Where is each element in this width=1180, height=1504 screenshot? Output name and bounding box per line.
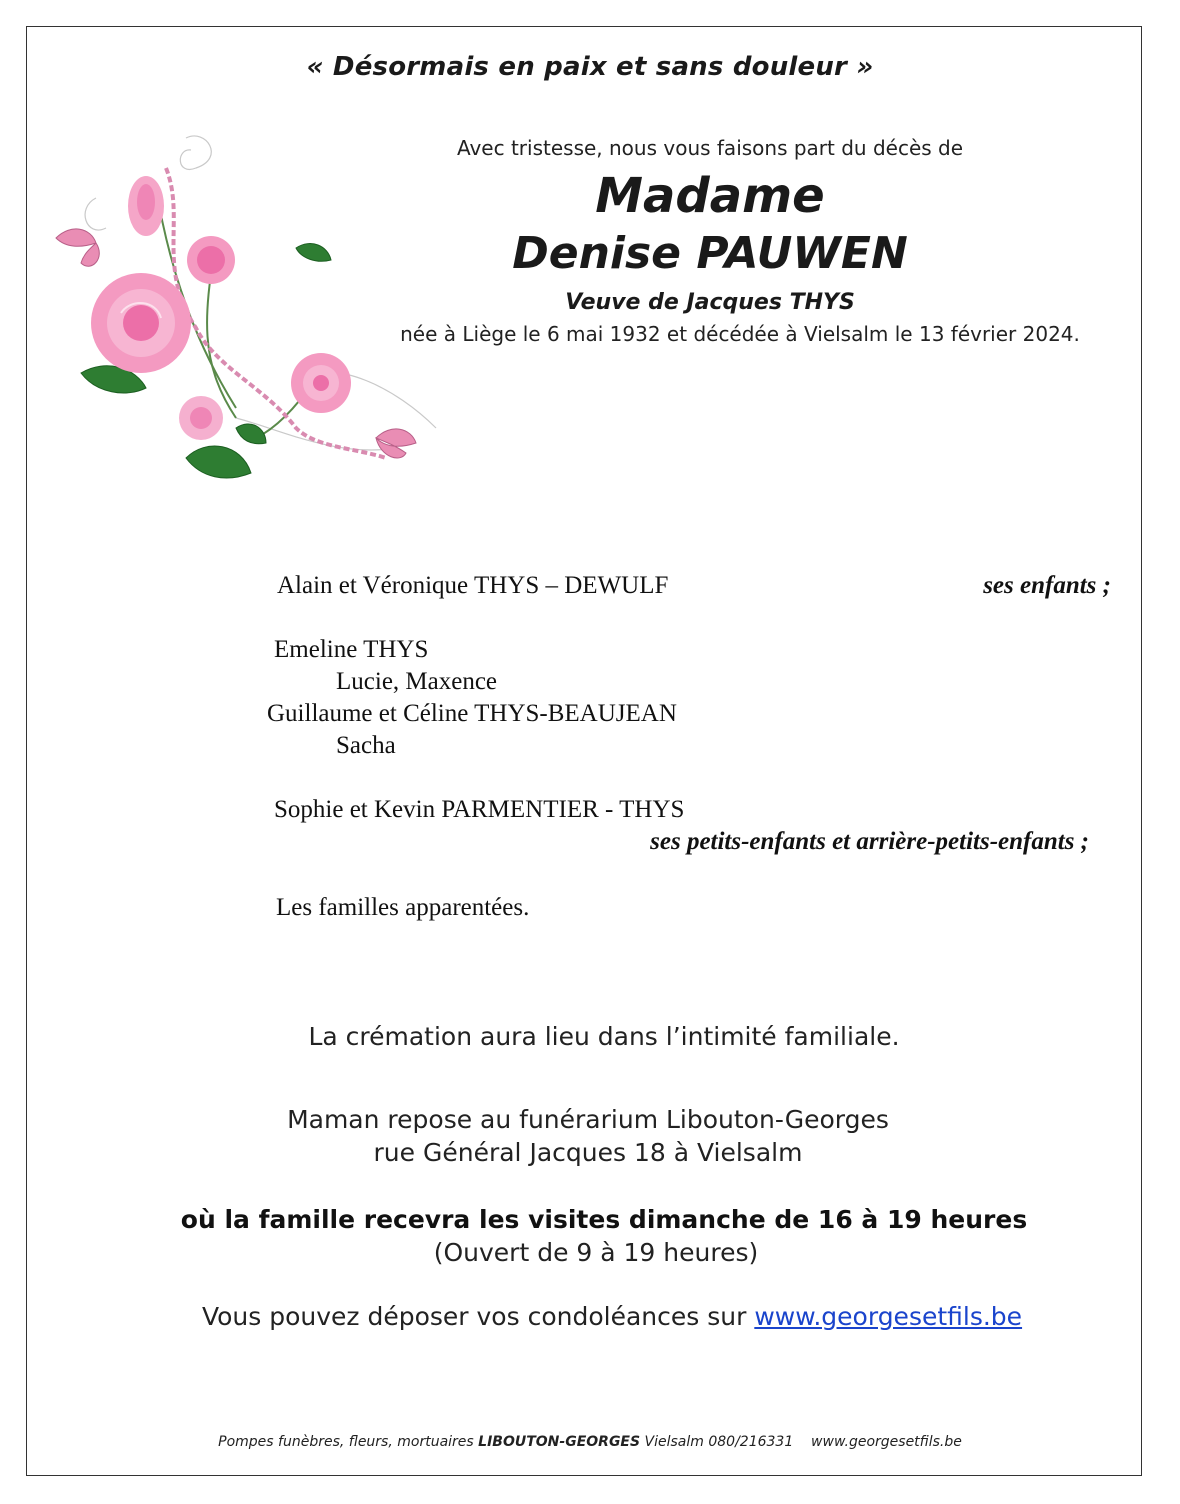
- deceased-title: Madame: [595, 168, 825, 224]
- grandchildren-label: ses petits-enfants et arrière-petits-enfants ;: [650, 828, 1089, 855]
- grandchild-3: Sophie et Kevin PARMENTIER - THYS: [274, 796, 685, 823]
- footer-company: LIBOUTON-GEORGES: [478, 1434, 641, 1450]
- butterfly-right: [376, 429, 416, 458]
- footer-credits: [0, 1434, 1180, 1450]
- rest-location-line1: Maman repose au funérarium Libouton-Georges: [287, 1105, 889, 1134]
- butterfly-left: [56, 229, 99, 266]
- leaf-2: [186, 446, 251, 478]
- opening-hours: (Ouvert de 9 à 19 heures): [433, 1238, 759, 1267]
- condolences-line: [22, 1302, 1180, 1331]
- rest-location-line2: rue Général Jacques 18 à Vielsalm: [373, 1138, 803, 1167]
- cremation-notice: La crémation aura lieu dans l’intimité familiale.: [308, 1022, 900, 1051]
- condolences-text: Vous pouvez déposer vos condoléances sur: [201, 1302, 755, 1331]
- visits-schedule: où la famille recevra les visites dimanche de 16 à 19 heures: [180, 1205, 1028, 1234]
- quote-heading: « Désormais en paix et sans douleur »: [306, 52, 874, 82]
- widow-line: Veuve de Jacques THYS: [565, 290, 855, 315]
- grandchild-1: Emeline THYS: [274, 636, 429, 663]
- footer-suffix: Vielsalm 080/216331 www.georgesetfils.be: [640, 1434, 962, 1450]
- grandchild-2: Guillaume et Céline THYS-BEAUJEAN: [267, 700, 677, 727]
- leaf-3: [236, 424, 266, 444]
- rose-bouquet-illustration: [36, 128, 456, 500]
- condolences-link[interactable]: www.georgesetfils.be: [754, 1302, 1023, 1331]
- children-label: ses enfants ;: [983, 572, 1111, 599]
- footer-prefix: Pompes funèbres, fleurs, mortuaires: [218, 1434, 479, 1450]
- great-grandchildren-1: Lucie, Maxence: [336, 668, 498, 695]
- great-grandchildren-2: Sacha: [336, 732, 396, 759]
- deceased-name: Denise PAUWEN: [512, 228, 908, 279]
- birth-death-dates: née à Liège le 6 mai 1932 et décédée à Vielsalm le 13 février 2024.: [400, 322, 1080, 346]
- children-names: Alain et Véronique THYS – DEWULF: [277, 572, 669, 599]
- related-families: Les familles apparentées.: [276, 894, 530, 921]
- announcement-intro: Avec tristesse, nous vous faisons part du décès de: [456, 136, 964, 160]
